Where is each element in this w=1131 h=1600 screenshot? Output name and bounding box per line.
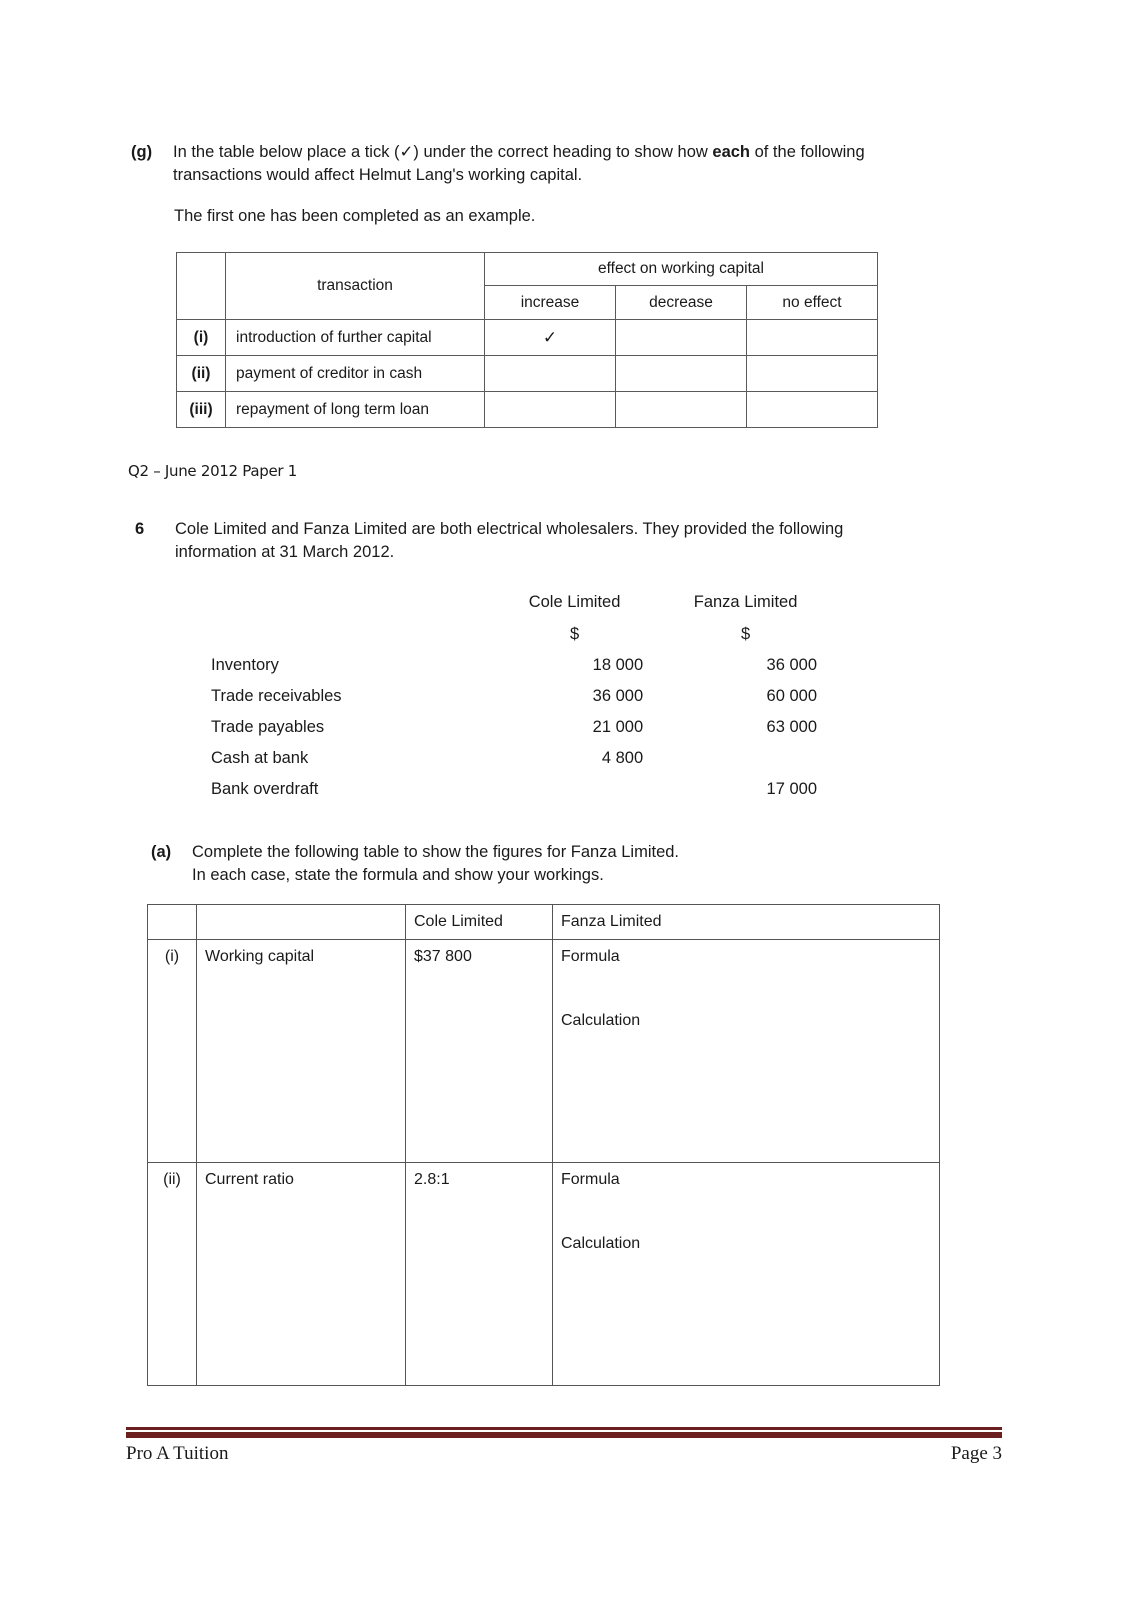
question-6-text: Cole Limited and Fanza Limited are both electrical wholesalers. They provided the following information at 31 March 2012. (175, 520, 844, 561)
table2-row (148, 940, 940, 1163)
header-transaction: transaction (226, 253, 485, 320)
table2-fanza-answer-cell[interactable] (553, 1163, 940, 1386)
table2-row-number: (ii) (148, 1163, 197, 1386)
footer-left-text: Pro A Tuition (126, 1443, 229, 1464)
table-row (177, 320, 878, 356)
table2-row-item: Current ratio (197, 1163, 406, 1386)
figures-row-label: Trade payables (211, 718, 325, 736)
figures-row (211, 712, 821, 743)
figures-value-fanza: 36 000 (766, 656, 817, 674)
figures-row (211, 681, 821, 712)
figures-header-fanza: Fanza Limited (693, 593, 798, 611)
row-transaction: payment of creditor in cash (226, 356, 485, 392)
subheader-no-effect: no effect (747, 286, 878, 320)
table2-header-cole: Cole Limited (406, 905, 553, 940)
working-capital-effect-table (176, 252, 878, 428)
row-number: (i) (177, 320, 226, 356)
part-a-text (192, 841, 931, 887)
figures-row (211, 650, 821, 681)
part-a-line-2: In each case, state the formula and show your workings. (192, 866, 604, 884)
formula-label: Formula (561, 1171, 620, 1188)
formula-label: Formula (561, 948, 620, 965)
part-g-text (173, 141, 921, 187)
part-g-emphasis: each (712, 143, 750, 161)
cell-decrease[interactable] (616, 392, 747, 428)
currency-symbol-fanza: $ (740, 625, 751, 643)
cell-increase[interactable] (485, 392, 616, 428)
calculation-label: Calculation (561, 1235, 641, 1252)
part-g-example-note: The first one has been completed as an example. (174, 207, 536, 225)
figures-value-cole: 36 000 (592, 687, 644, 705)
cell-no-effect[interactable] (747, 320, 878, 356)
figures-row-label: Bank overdraft (211, 780, 319, 798)
figures-row (211, 743, 821, 774)
company-figures-table (211, 586, 821, 805)
table2-header-fanza: Fanza Limited (553, 905, 940, 940)
row-number: (ii) (177, 356, 226, 392)
currency-symbol-cole: $ (569, 625, 580, 643)
table2-fanza-answer-cell[interactable] (553, 940, 940, 1163)
figures-row-label: Inventory (211, 656, 279, 674)
row-transaction: repayment of long term loan (226, 392, 485, 428)
part-a-question (151, 841, 931, 887)
figures-currency-row (211, 619, 821, 650)
table2-row (148, 1163, 940, 1386)
figures-value-fanza (670, 743, 821, 774)
cell-increase[interactable]: ✓ (485, 320, 616, 356)
part-a-line-1: Complete the following table to show the figures for Fanza Limited. (192, 843, 680, 861)
footer-page-number: Page 3 (950, 1443, 1002, 1464)
table-row (177, 392, 878, 428)
part-g-text-lead: In the table below place a tick (✓) under the correct heading to show how (173, 143, 713, 161)
row-number: (iii) (177, 392, 226, 428)
figures-value-cole: 21 000 (592, 718, 644, 736)
cell-decrease[interactable] (616, 320, 747, 356)
part-g-text-tail: of the following transactions would affect Helmut Lang's working capital. (173, 143, 865, 184)
figures-header-cole: Cole Limited (528, 593, 621, 611)
section-heading-q2: Q2 – June 2012 Paper 1 (128, 462, 297, 480)
cell-no-effect[interactable] (747, 356, 878, 392)
table2-header-blank-2 (197, 905, 406, 940)
figures-value-fanza: 63 000 (766, 718, 817, 736)
header-blank-cell (177, 253, 226, 320)
table2-header-row (148, 905, 940, 940)
figures-row-label: Cash at bank (211, 749, 309, 767)
part-g-label: (g) (131, 143, 153, 161)
question-6 (135, 518, 925, 564)
part-a-label: (a) (151, 843, 172, 861)
calculation-label: Calculation (561, 1012, 641, 1029)
subheader-increase: increase (485, 286, 616, 320)
figures-header-row (211, 586, 821, 619)
table2-cole-value: $37 800 (406, 940, 553, 1163)
question-6-number: 6 (135, 520, 145, 538)
cell-increase[interactable] (485, 356, 616, 392)
figures-value-fanza: 17 000 (766, 780, 817, 798)
figures-value-cole: 4 800 (601, 749, 644, 767)
table2-row-number: (i) (148, 940, 197, 1163)
table-header-row (177, 253, 878, 286)
table-row (177, 356, 878, 392)
figures-row-label: Trade receivables (211, 687, 342, 705)
table2-header-blank-1 (148, 905, 197, 940)
footer-rule-thin (126, 1432, 1002, 1438)
table2-row-item: Working capital (197, 940, 406, 1163)
cell-decrease[interactable] (616, 356, 747, 392)
figures-row (211, 774, 821, 805)
figures-value-cole: 18 000 (592, 656, 644, 674)
footer (126, 1443, 1002, 1465)
header-effect-group: effect on working capital (485, 253, 878, 286)
subheader-decrease: decrease (616, 286, 747, 320)
figures-value-cole (479, 774, 670, 805)
footer-rule (126, 1427, 1002, 1430)
table2-cole-value: 2.8:1 (406, 1163, 553, 1386)
figures-value-fanza: 60 000 (766, 687, 817, 705)
part-g-question (131, 141, 921, 187)
row-transaction: introduction of further capital (226, 320, 485, 356)
ratio-answer-table (147, 904, 940, 1386)
figures-header-blank (211, 586, 479, 619)
figures-currency-blank (211, 619, 479, 650)
cell-no-effect[interactable] (747, 392, 878, 428)
